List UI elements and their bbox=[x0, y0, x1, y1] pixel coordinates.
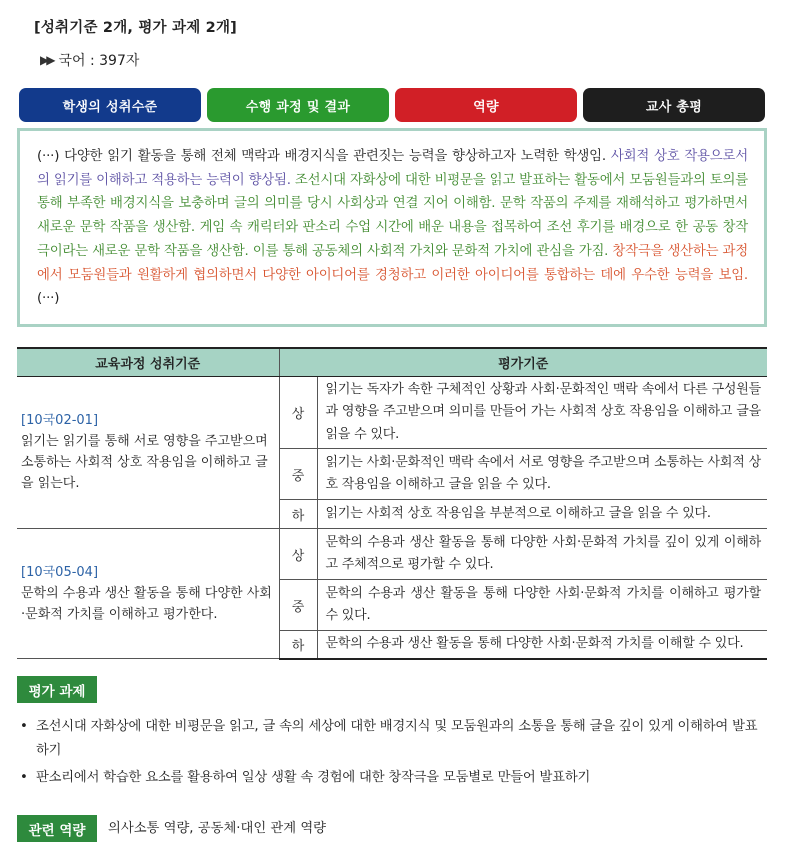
criterion-cell: 문학의 수용과 생산 활동을 통해 다양한 사회·문화적 가치를 이해하고 평가할 수 있다. bbox=[317, 580, 767, 631]
desc-intro: (···) 다양한 읽기 활동을 통해 전체 맥락과 배경지식을 관련짓는 능력을 향상하고자 노력한 학생임. bbox=[37, 149, 611, 164]
criterion-cell: 읽기는 사회적 상호 작용임을 부분적으로 이해하고 글을 읽을 수 있다. bbox=[317, 500, 767, 529]
competency-text: 의사소통 역량, 공동체·대인 관계 역량 bbox=[108, 821, 327, 836]
category-tabs bbox=[19, 88, 765, 122]
list-item bbox=[18, 766, 770, 790]
page-title: [성취기준 2개, 평가 과제 2개] bbox=[34, 20, 238, 36]
header-criteria: 평가기준 bbox=[279, 348, 767, 376]
table-row bbox=[17, 376, 767, 449]
tab-achievement-level[interactable]: 학생의 성취수준 bbox=[19, 88, 201, 122]
desc-competency: 창작극을 생산하는 과정에서 모둠원들과 원활하게 협의하면서 다양한 아이디어를 경청하고 이러한 아이디어를 통합하는 데에 우수한 능력을 보임. bbox=[37, 243, 748, 283]
list-item bbox=[18, 715, 770, 763]
tasks-section-title: 평가 과제 bbox=[17, 676, 97, 703]
tab-competency[interactable]: 역량 bbox=[395, 88, 577, 122]
criterion-cell: 문학의 수용과 생산 활동을 통해 다양한 사회·문화적 가치를 깊이 있게 이해하고 주체적으로 평가할 수 있다. bbox=[317, 529, 767, 580]
criterion-cell: 읽기는 독자가 속한 구체적인 상황과 사회·문화적인 맥락 속에서 다른 구성원들과 영향을 주고받으며 의미를 만들어 가는 사회적 상호 작용임을 이해하고 글을 읽을 수 있다. bbox=[317, 376, 767, 449]
criterion-cell: 문학의 수용과 생산 활동을 통해 다양한 사회·문화적 가치를 이해할 수 있다. bbox=[317, 631, 767, 659]
table-header-row bbox=[17, 348, 767, 376]
evaluation-table bbox=[17, 347, 767, 660]
subject-line bbox=[40, 50, 139, 70]
level-cell: 하 bbox=[279, 631, 317, 659]
level-cell: 중 bbox=[279, 449, 317, 500]
level-cell: 상 bbox=[279, 376, 317, 449]
level-cell: 하 bbox=[279, 500, 317, 529]
desc-achievement: 사회적 상호 작용으로서의 읽기를 이해하고 적용하는 능력이 향상됨. bbox=[37, 149, 749, 188]
student-description bbox=[17, 128, 767, 327]
desc-ellipsis: (···) bbox=[37, 291, 60, 307]
criterion-cell: 읽기는 사회·문화적인 맥락 속에서 서로 영향을 주고받으며 소통하는 사회적 상호 작용임을 이해하고 글을 읽을 수 있다. bbox=[317, 449, 767, 500]
standard-text: 읽기는 읽기를 통해 서로 영향을 주고받으며 소통하는 사회적 상호 작용임을 이해하고 글을 읽는다. bbox=[21, 434, 268, 492]
table-row bbox=[17, 529, 767, 580]
task-text: 조선시대 자화상에 대한 비평문을 읽고, 글 속의 세상에 대한 배경지식 및 모둠원과의 소통을 통해 글을 깊이 있게 이해하여 발표하기 bbox=[36, 719, 758, 758]
level-cell: 상 bbox=[279, 529, 317, 580]
competency-section-title: 관련 역량 bbox=[17, 815, 97, 842]
header-standard: 교육과정 성취기준 bbox=[17, 348, 279, 376]
bullet-icon: • bbox=[20, 719, 28, 734]
tab-process-result[interactable]: 수행 과정 및 결과 bbox=[207, 88, 389, 122]
level-cell: 중 bbox=[279, 580, 317, 631]
desc-process: 조선시대 자화상에 대한 비평문을 읽고 발표하는 활동에서 모둠원들과의 토의를 통해 부족한 배경지식을 보충하며 글의 의미를 당시 사회상과 연결 지어 이해함. 문학 작품의 주제를 재해석하고 평가하면서 새로운 문학 작품을 생산함. 게임 속 캐릭터와 판소리 수업 시간에 배운 내용을 접목하여 조선 후기를 배경으로 한 공동 창작극이라는 새로운 문학 작품을 생산함. 이를 통해 공동체의 사회적 가치와 문화적 가치에 관심을 가짐. bbox=[37, 172, 748, 259]
double-arrow-icon: ▶▶ bbox=[40, 53, 53, 67]
task-list bbox=[18, 715, 770, 793]
standard-code: [10국05-04] bbox=[21, 565, 99, 580]
standard-code: [10국02-01] bbox=[21, 413, 99, 429]
bullet-icon: • bbox=[20, 770, 28, 785]
standard-cell bbox=[17, 376, 279, 529]
subject-label: 국어 : 397자 bbox=[58, 53, 140, 69]
standard-cell bbox=[17, 529, 279, 659]
tab-teacher-review[interactable]: 교사 총평 bbox=[583, 88, 765, 122]
task-text: 판소리에서 학습한 요소를 활용하여 일상 생활 속 경험에 대한 창작극을 모둠별로 만들어 발표하기 bbox=[36, 770, 591, 785]
standard-text: 문학의 수용과 생산 활동을 통해 다양한 사회·문화적 가치를 이해하고 평가한다. bbox=[21, 586, 272, 622]
